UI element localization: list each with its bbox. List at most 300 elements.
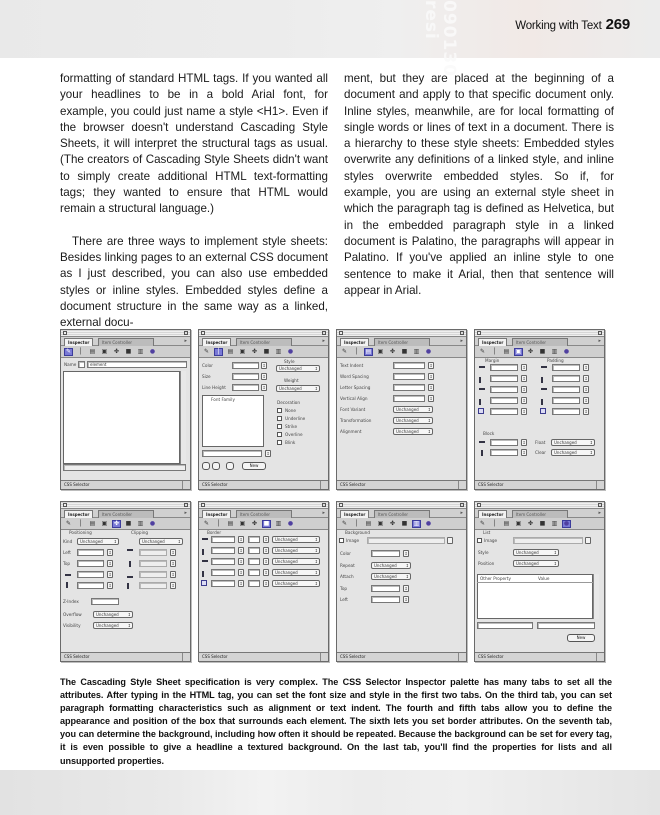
- text-field[interactable]: [77, 560, 104, 567]
- tab-menu-arrow-icon[interactable]: ▸: [460, 338, 463, 344]
- text-cursor-icon[interactable]: │: [492, 519, 497, 527]
- decoration-checkbox[interactable]: [277, 424, 282, 429]
- paragraph-icon[interactable]: ▤: [227, 347, 234, 355]
- text-field[interactable]: [248, 547, 260, 554]
- zoom-box-icon[interactable]: [460, 503, 464, 507]
- field-label: Transformation: [340, 418, 372, 423]
- close-box-icon[interactable]: [339, 331, 343, 335]
- field-label: Positioning: [69, 530, 92, 535]
- text-field[interactable]: [248, 569, 260, 576]
- list-position-select[interactable]: Unchanged ↕: [513, 560, 559, 567]
- title-bar[interactable]: [475, 502, 604, 509]
- text-field[interactable]: [139, 560, 167, 567]
- tab-inspector[interactable]: Inspector: [478, 510, 507, 518]
- pencil-icon[interactable]: ✎: [341, 347, 348, 355]
- delete-button[interactable]: [226, 462, 234, 470]
- border-icon[interactable]: ■: [263, 519, 270, 527]
- status-label: CSS Selector: [202, 482, 228, 487]
- text-field[interactable]: [211, 580, 235, 587]
- text-field[interactable]: [393, 384, 425, 391]
- list-icon[interactable]: ●: [563, 347, 570, 355]
- position-icon[interactable]: ✤: [113, 519, 120, 527]
- resize-grip-icon[interactable]: [458, 653, 466, 661]
- text-field[interactable]: [248, 558, 260, 565]
- border-icon[interactable]: ■: [125, 519, 132, 527]
- stepper-button[interactable]: ↕: [171, 550, 175, 555]
- stepper-button[interactable]: ↕: [522, 398, 526, 403]
- text-field[interactable]: [393, 373, 425, 380]
- text-field[interactable]: [77, 582, 104, 589]
- text-field[interactable]: [248, 580, 260, 587]
- image-path-input[interactable]: [513, 537, 583, 544]
- paragraph-icon[interactable]: ▤: [503, 519, 510, 527]
- box-icon[interactable]: ▣: [377, 347, 384, 355]
- close-box-icon[interactable]: [201, 331, 205, 335]
- attach-select[interactable]: Unchanged ↕: [371, 573, 411, 580]
- resize-grip-icon[interactable]: [182, 481, 190, 489]
- text-field[interactable]: [77, 571, 104, 578]
- background-icon[interactable]: ▥: [413, 519, 420, 527]
- overflow-select[interactable]: Unchanged ↕: [93, 611, 133, 618]
- stepper-button[interactable]: ↕: [239, 559, 243, 564]
- paragraph-icon[interactable]: ▤: [503, 347, 510, 355]
- new-button[interactable]: New: [567, 634, 595, 642]
- background-icon[interactable]: ▥: [137, 347, 144, 355]
- pencil-icon[interactable]: ✎: [203, 519, 210, 527]
- icon-toolbar: [61, 518, 190, 530]
- paragraph: ment, but they are placed at the beginning of a document and apply to that specific document only. Inline styles, meanwhile, are for local formatting of single words or lines of text in a document. There is a hierarchy to these style sheets: Embedded styles overwrite any definitions of a linked style, and inline styles overwrite embedded styles. So if, for example, you are using an external style sheet in which the paragraph tag is defined as Helvetica, but in the embedded paragraph style in a linked document is Palatino, the paragraphs will appear in Palatino. If you've applied an inline style to one sentence to make it Arial, then that sentence will appear in Arial.: [344, 72, 614, 297]
- kind-select[interactable]: Unchanged ↕: [77, 538, 119, 545]
- repeat-select[interactable]: Unchanged ↕: [371, 562, 411, 569]
- text-field[interactable]: [139, 549, 167, 556]
- stepper-button[interactable]: ↕: [108, 583, 112, 588]
- title-bar[interactable]: [475, 330, 604, 337]
- pencil-icon[interactable]: ✎: [341, 519, 348, 527]
- side-indicator-icon: [541, 388, 547, 390]
- position-icon[interactable]: ✤: [113, 347, 120, 355]
- name-input[interactable]: element: [87, 361, 187, 368]
- stepper-button[interactable]: ↕: [108, 572, 112, 577]
- paragraph-icon[interactable]: ▤: [365, 519, 372, 527]
- box-icon[interactable]: ▣: [239, 347, 246, 355]
- text-field[interactable]: [393, 395, 425, 402]
- float-select[interactable]: Unchanged ↕: [551, 439, 595, 446]
- tab-item-controller[interactable]: Item Controller: [236, 510, 292, 518]
- text-field[interactable]: [371, 596, 400, 603]
- tab-menu-arrow-icon[interactable]: ▸: [460, 510, 463, 516]
- side-indicator-icon: [541, 377, 543, 383]
- pencil-icon[interactable]: ✎: [65, 347, 72, 355]
- resize-grip-icon[interactable]: [320, 653, 328, 661]
- tab-item-controller[interactable]: Item Controller: [236, 338, 292, 346]
- field-label: Attach: [340, 574, 354, 579]
- resize-grip-icon[interactable]: [596, 481, 604, 489]
- inspector-palette: [60, 329, 191, 490]
- palette-body: [475, 358, 604, 480]
- tab-item-controller[interactable]: Item Controller: [98, 510, 154, 518]
- text-field[interactable]: [552, 386, 580, 393]
- list-icon[interactable]: ●: [149, 347, 156, 355]
- stepper-button[interactable]: ↕: [108, 550, 112, 555]
- side-indicator-icon: [202, 549, 204, 555]
- stepper-button[interactable]: ↕: [404, 597, 408, 602]
- unchanged-select[interactable]: Unchanged ↕: [393, 417, 433, 424]
- text-cursor-icon[interactable]: │: [78, 519, 83, 527]
- field-label: Top: [63, 561, 71, 566]
- decoration-checkbox[interactable]: [277, 432, 282, 437]
- title-bar[interactable]: [61, 502, 190, 509]
- position-icon[interactable]: ✤: [389, 519, 396, 527]
- tab-menu-arrow-icon[interactable]: ▸: [598, 510, 601, 516]
- stepper-button[interactable]: ↕: [108, 561, 112, 566]
- paragraph-icon[interactable]: ▤: [227, 519, 234, 527]
- tab-inspector[interactable]: Inspector: [64, 510, 93, 518]
- stepper-button[interactable]: ↕: [239, 570, 243, 575]
- field-label: Visibility: [63, 623, 81, 628]
- tab-menu-arrow-icon[interactable]: ▸: [184, 510, 187, 516]
- title-bar[interactable]: [337, 330, 466, 337]
- field-label: Z-Index: [63, 599, 79, 604]
- title-bar[interactable]: [61, 330, 190, 337]
- tab-inspector[interactable]: Inspector: [340, 338, 369, 346]
- stepper-button[interactable]: ↕: [522, 450, 526, 455]
- zoom-box-icon[interactable]: [460, 331, 464, 335]
- side-indicator-icon: [479, 399, 481, 405]
- field-label: Color: [202, 363, 213, 368]
- all-sides-icon: [540, 408, 546, 414]
- text-cursor-icon[interactable]: │: [354, 347, 359, 355]
- clip-left-icon: [127, 583, 129, 589]
- text-field[interactable]: [490, 408, 518, 415]
- property-input[interactable]: [477, 622, 533, 629]
- tab-menu-arrow-icon[interactable]: ▸: [184, 338, 187, 344]
- text-field[interactable]: [371, 585, 400, 592]
- text-field[interactable]: [490, 386, 518, 393]
- stepper-button[interactable]: ↕: [429, 396, 433, 401]
- box-icon[interactable]: ▣: [377, 519, 384, 527]
- status-bar: [475, 652, 604, 661]
- position-icon[interactable]: ✤: [251, 519, 258, 527]
- text-field[interactable]: [371, 550, 400, 557]
- stepper-button[interactable]: ↕: [584, 409, 588, 414]
- background-icon[interactable]: ▥: [275, 347, 282, 355]
- position-icon[interactable]: ✤: [527, 347, 534, 355]
- background-icon[interactable]: ▥: [275, 519, 282, 527]
- background-icon[interactable]: ▥: [551, 519, 558, 527]
- text-field[interactable]: [211, 558, 235, 565]
- resize-grip-icon[interactable]: [320, 481, 328, 489]
- border-style-select[interactable]: Unchanged ↕: [272, 536, 320, 543]
- border-style-select[interactable]: Unchanged ↕: [272, 558, 320, 565]
- background-icon[interactable]: ▥: [551, 347, 558, 355]
- stepper-button[interactable]: ↕: [404, 551, 408, 556]
- clip-bottom-icon: [127, 576, 133, 578]
- scrollbar[interactable]: [593, 574, 599, 619]
- pencil-icon[interactable]: ✎: [479, 519, 486, 527]
- stepper-button[interactable]: ↕: [264, 559, 268, 564]
- visibility-select[interactable]: Unchanged ↕: [93, 622, 133, 629]
- text-field[interactable]: [211, 547, 235, 554]
- scrollbar[interactable]: [180, 371, 186, 464]
- resize-grip-icon[interactable]: [458, 481, 466, 489]
- stepper-button[interactable]: ↕: [584, 376, 588, 381]
- zoom-box-icon[interactable]: [598, 331, 602, 335]
- paragraph: There are three ways to implement style sheets: Besides linking pages to an external CSS document as I just described, you can also use embedded styles or inline styles. Embedded styles define a document structure in the same way as a linked, external docu-: [60, 234, 328, 330]
- text-cursor-icon[interactable]: │: [214, 348, 223, 356]
- box-icon[interactable]: ▣: [101, 519, 108, 527]
- text-field[interactable]: [393, 362, 425, 369]
- zoom-box-icon[interactable]: [184, 331, 188, 335]
- tab-item-controller[interactable]: Item Controller: [98, 338, 154, 346]
- stepper-button[interactable]: ↕: [584, 398, 588, 403]
- stepper-button[interactable]: ↕: [171, 572, 175, 577]
- side-indicator-icon: [202, 571, 204, 577]
- stepper-button[interactable]: ↕: [522, 365, 526, 370]
- inspector-palette: [474, 501, 605, 662]
- stepper-button[interactable]: ↕: [522, 440, 526, 445]
- box-icon[interactable]: ▣: [239, 519, 246, 527]
- text-field[interactable]: [552, 375, 580, 382]
- border-icon[interactable]: ■: [125, 347, 132, 355]
- close-box-icon[interactable]: [477, 331, 481, 335]
- text-field[interactable]: [490, 364, 518, 371]
- list-icon[interactable]: ●: [425, 519, 432, 527]
- side-indicator-icon: [202, 560, 208, 562]
- border-style-select[interactable]: Unchanged ↕: [272, 580, 320, 587]
- stepper-button[interactable]: ↕: [171, 583, 175, 588]
- stepper-button[interactable]: ↕: [404, 586, 408, 591]
- resize-grip-icon[interactable]: [596, 653, 604, 661]
- border-style-select[interactable]: Unchanged ↕: [272, 547, 320, 554]
- image-checkbox[interactable]: [477, 538, 482, 543]
- stepper-button[interactable]: ↕: [584, 365, 588, 370]
- text-field[interactable]: [139, 582, 167, 589]
- stepper-button[interactable]: ↕: [171, 561, 175, 566]
- border-style-select[interactable]: Unchanged ↕: [272, 569, 320, 576]
- text-field[interactable]: [211, 536, 235, 543]
- unchanged-select[interactable]: Unchanged ↕: [393, 428, 433, 435]
- pencil-icon[interactable]: ✎: [203, 347, 210, 355]
- text-field[interactable]: [490, 375, 518, 382]
- field-label: Letter Spacing: [340, 385, 371, 390]
- box-icon[interactable]: ▣: [515, 347, 522, 355]
- zoom-box-icon[interactable]: [598, 503, 602, 507]
- new-button[interactable]: New: [242, 462, 266, 470]
- decoration-option: Strike: [285, 424, 298, 429]
- pencil-icon[interactable]: ✎: [65, 519, 72, 527]
- decoration-checkbox[interactable]: [277, 440, 282, 445]
- field-label: Clipping: [131, 530, 149, 535]
- box-icon[interactable]: ▣: [101, 347, 108, 355]
- move-down-button[interactable]: [212, 462, 220, 470]
- pencil-icon[interactable]: ✎: [479, 347, 486, 355]
- status-bar: [199, 480, 328, 489]
- icon-toolbar: [199, 518, 328, 530]
- close-box-icon[interactable]: [63, 331, 67, 335]
- status-label: CSS Selector: [340, 482, 366, 487]
- text-field[interactable]: [77, 549, 104, 556]
- height-icon: [66, 582, 68, 588]
- border-icon[interactable]: ■: [401, 347, 408, 355]
- zoom-box-icon[interactable]: [322, 331, 326, 335]
- zindex-input[interactable]: [91, 598, 119, 605]
- text-field[interactable]: [490, 449, 518, 456]
- text-cursor-icon[interactable]: │: [78, 347, 83, 355]
- text-field[interactable]: [552, 408, 580, 415]
- side-indicator-icon: [202, 538, 208, 540]
- text-cursor-icon[interactable]: │: [354, 519, 359, 527]
- paragraph-icon[interactable]: ▤: [89, 519, 96, 527]
- list-icon[interactable]: ●: [287, 347, 294, 355]
- position-icon[interactable]: ✤: [251, 347, 258, 355]
- clear-select[interactable]: Unchanged ↕: [551, 449, 595, 456]
- text-field[interactable]: [202, 450, 262, 457]
- text-field[interactable]: [232, 384, 259, 391]
- list-icon[interactable]: ●: [563, 519, 570, 527]
- inspector-palette: [198, 501, 329, 662]
- stepper-button[interactable]: ↕: [429, 374, 433, 379]
- stepper-button[interactable]: ↕: [262, 374, 266, 379]
- tab-menu-arrow-icon[interactable]: ▸: [322, 510, 325, 516]
- palette-body: [199, 358, 328, 480]
- stepper-button[interactable]: ↕: [264, 581, 268, 586]
- field-label: Image: [346, 538, 360, 543]
- browse-icon[interactable]: [585, 537, 591, 544]
- status-bar: [475, 480, 604, 489]
- close-box-icon[interactable]: [63, 503, 67, 507]
- stepper-button[interactable]: ↕: [429, 385, 433, 390]
- name-label: Name: [64, 362, 77, 367]
- list-icon[interactable]: ●: [287, 519, 294, 527]
- unchanged-select[interactable]: Unchanged ↕: [393, 406, 433, 413]
- text-field[interactable]: [552, 397, 580, 404]
- text-field[interactable]: [232, 373, 259, 380]
- text-field[interactable]: [248, 536, 260, 543]
- stepper-button[interactable]: ↕: [522, 387, 526, 392]
- close-box-icon[interactable]: [477, 503, 481, 507]
- stepper-button[interactable]: ↕: [264, 570, 268, 575]
- tab-item-controller[interactable]: Item Controller: [512, 338, 568, 346]
- stepper-button[interactable]: ↕: [584, 387, 588, 392]
- stepper-button[interactable]: ↕: [522, 409, 526, 414]
- tab-strip: [61, 337, 190, 346]
- status-label: CSS Selector: [478, 654, 504, 659]
- right-column: [344, 71, 614, 299]
- clip-select[interactable]: Unchanged ↕: [139, 538, 183, 545]
- text-field[interactable]: [490, 397, 518, 404]
- background-icon[interactable]: ▥: [137, 519, 144, 527]
- stepper-button[interactable]: ↕: [264, 537, 268, 542]
- text-field[interactable]: [490, 439, 518, 446]
- tab-inspector[interactable]: Inspector: [340, 510, 369, 518]
- tab-inspector[interactable]: Inspector: [478, 338, 507, 346]
- width-icon: [479, 441, 485, 443]
- browse-icon[interactable]: [447, 537, 453, 544]
- side-indicator-icon: [479, 377, 481, 383]
- stepper-button[interactable]: ↕: [429, 363, 433, 368]
- border-icon[interactable]: ■: [539, 519, 546, 527]
- position-icon[interactable]: ✤: [527, 519, 534, 527]
- stepper-button[interactable]: ↕: [239, 581, 243, 586]
- left-column: [60, 71, 328, 331]
- border-icon[interactable]: ■: [263, 347, 270, 355]
- image-path-input[interactable]: [367, 537, 445, 544]
- text-field[interactable]: [232, 362, 259, 369]
- text-field[interactable]: [211, 569, 235, 576]
- tab-menu-arrow-icon[interactable]: ▸: [322, 338, 325, 344]
- stepper-button[interactable]: ↕: [262, 385, 266, 390]
- list-style-select[interactable]: Unchanged ↕: [513, 549, 559, 556]
- text-field[interactable]: [552, 364, 580, 371]
- stepper-button[interactable]: ↕: [264, 548, 268, 553]
- border-icon[interactable]: ■: [401, 519, 408, 527]
- style-select[interactable]: Unchanged ↕: [276, 365, 320, 372]
- status-bar: [199, 652, 328, 661]
- inspector-palette: [198, 329, 329, 490]
- weight-select[interactable]: Unchanged ↕: [276, 385, 320, 392]
- title-bar[interactable]: [337, 502, 466, 509]
- close-box-icon[interactable]: [339, 503, 343, 507]
- scroll-h[interactable]: [63, 464, 186, 471]
- move-up-button[interactable]: [202, 462, 210, 470]
- stepper-button[interactable]: ↕: [266, 451, 270, 456]
- field-label: Repeat: [340, 563, 355, 568]
- inspector-palette: [336, 329, 467, 490]
- tab-inspector[interactable]: Inspector: [202, 510, 231, 518]
- text-field[interactable]: [139, 571, 167, 578]
- decoration-checkbox[interactable]: [277, 408, 282, 413]
- stepper-button[interactable]: ↕: [239, 537, 243, 542]
- field-label: Image: [484, 538, 498, 543]
- resize-grip-icon[interactable]: [182, 653, 190, 661]
- palette-body: [475, 530, 604, 652]
- zoom-box-icon[interactable]: [322, 503, 326, 507]
- text-cursor-icon[interactable]: │: [216, 519, 221, 527]
- float-label: Float: [535, 440, 546, 445]
- position-icon[interactable]: ✤: [389, 347, 396, 355]
- zoom-box-icon[interactable]: [184, 503, 188, 507]
- box-icon[interactable]: ▣: [515, 519, 522, 527]
- icon-toolbar: [475, 518, 604, 530]
- close-box-icon[interactable]: [201, 503, 205, 507]
- value-input[interactable]: [537, 622, 595, 629]
- tab-inspector[interactable]: Inspector: [202, 338, 231, 346]
- decoration-checkbox[interactable]: [277, 416, 282, 421]
- text-cursor-icon[interactable]: │: [492, 347, 497, 355]
- properties-list: [63, 371, 180, 464]
- paragraph-icon[interactable]: ▤: [365, 347, 372, 355]
- tab-item-controller[interactable]: Item Controller: [374, 510, 430, 518]
- stepper-button[interactable]: ↕: [522, 376, 526, 381]
- list-icon[interactable]: ●: [149, 519, 156, 527]
- tab-inspector[interactable]: Inspector: [64, 338, 93, 346]
- tab-menu-arrow-icon[interactable]: ▸: [598, 338, 601, 344]
- tab-strip: [199, 509, 328, 518]
- stepper-button[interactable]: ↕: [239, 548, 243, 553]
- tab-item-controller[interactable]: Item Controller: [374, 338, 430, 346]
- title-bar[interactable]: [199, 330, 328, 337]
- background-icon[interactable]: ▥: [413, 347, 420, 355]
- image-checkbox[interactable]: [339, 538, 344, 543]
- stepper-button[interactable]: ↕: [262, 363, 266, 368]
- paragraph-icon[interactable]: ▤: [89, 347, 96, 355]
- palette-body: [199, 530, 328, 652]
- border-icon[interactable]: ■: [539, 347, 546, 355]
- title-bar[interactable]: [199, 502, 328, 509]
- tab-item-controller[interactable]: Item Controller: [512, 510, 568, 518]
- list-icon[interactable]: ●: [425, 347, 432, 355]
- field-label: Size: [202, 374, 211, 379]
